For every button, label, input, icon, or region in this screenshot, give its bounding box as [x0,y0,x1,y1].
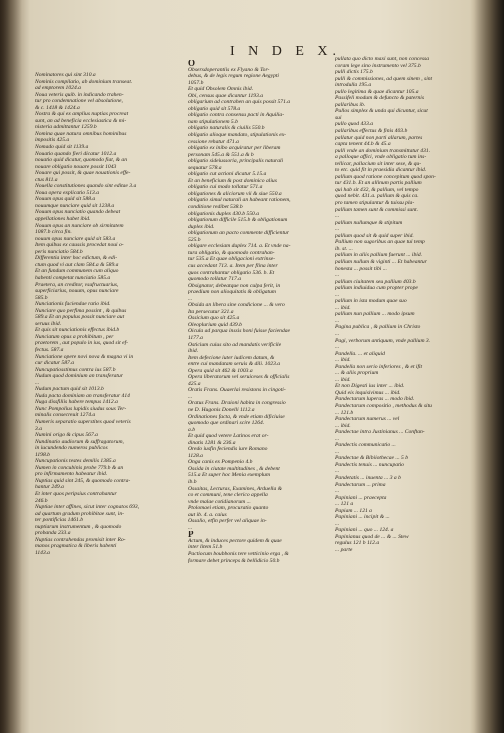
index-entry-line: tur 535.a Et quae obligacioni extrinse- [188,256,276,263]
index-entry-line: ... [188,393,193,400]
index-entry-line: coram lege sino instrumento vel 375.b [335,62,421,69]
index-entry-line: dinatis 1281 & 236.a [188,439,236,446]
index-entry-line: Numen in concubinis probe 779.b & an [35,464,124,471]
index-entry-line: duplex ibid. [188,223,215,230]
index-entry-line: Nuncupatiosstimus contra ius 587.b [35,366,116,373]
index-entry-line: obligatio ex inibo acquiratur per liberam [188,145,281,152]
index-entry-line: a.b [188,426,195,433]
index-entry-line: ctum quod vi aut clam 584.a & 589.a [35,261,119,268]
index-entry-line: Osticium cuius sito ad mandatis verificile [188,341,282,348]
index-entry-line: Nominatores qui sint 310.a [35,72,96,78]
index-entry-line: Opera quid sit 462 & 1003.a [188,367,253,374]
index-entry-line: nisteria admittantur 1259.b [35,124,97,131]
index-entry-line: ... [188,524,193,531]
index-entry-line: debus, & de legis regum regione Aegypti [188,73,279,80]
index-entry-line: Nuptias quid sint 245, & quomodo contra- [35,477,131,484]
index-entry-line: praetorem , aut populo in ius, quod sit ef- [35,340,129,347]
index-entry-line: nuptiarum instrumentum , & quomodo [35,523,122,530]
index-entry-line: 525.b [188,236,201,243]
index-entry-line: pullo legitima & quae dicantur 105.a [335,88,419,95]
index-entry-line: 585.b [35,294,48,301]
index-entry-line: sunt, an ad beneficia ecclesiastica & mi- [35,117,127,124]
index-entry-line: ... ibid. [335,304,351,311]
index-entry-line: to etc. quid fit in praesidia dicantur ibid. [335,167,427,174]
index-entry-line: Pandectarum compositio , methodus & situ [335,402,432,409]
index-entry-line: qui hab sit 432, & pallium, vel tempo [335,186,419,193]
index-entry-line: ... [335,272,340,279]
index-entry-line: pallium nullumque & stipitum [335,219,403,226]
index-entry-line: Obsersdoperantiis ex Flyano & Tor- [188,66,270,73]
index-entry-line: inter litem 51.b [188,544,223,551]
index-entry-line: pallium nullum & viginti ... Et habeantur [335,258,427,265]
index-entry-line: ... parte [335,547,353,554]
index-entry-line: Numeris separatio superstites quod veteris [35,418,131,425]
index-entry-line: aut ib. 4. a. caius [188,511,227,518]
index-entry-line: ... [335,291,340,298]
index-entry-line: ctus 811.a [35,176,58,183]
index-entry-line: Pagina publica , & pallium in Christo [335,324,421,331]
index-entry-line: Pullos simplex & unda qui dicuntur, sicut [335,108,428,115]
index-entry-line: tur 431.b. Et an allinum partis pallium [335,180,422,187]
index-entry-line: nam stipulationem 5.b [188,118,238,125]
index-entry-line: obligatio quid sit 578.a [188,105,241,112]
index-entry-line: in iucundendo numeros publicos [35,445,108,452]
index-entry-line: Pandectis tenuis ... nuncupatio [335,461,404,468]
index-entry-line: pallium ciuitatem seu pallium 403.b [335,278,416,285]
index-entry-line: ibid. [188,348,199,355]
index-entry-line: Obsignator, debeatque non culpa ferit, in [188,282,281,289]
index-entry-line: Nomado quid sit 1139.a [35,144,89,151]
index-entry-line: Ossalio, etfin perfer vel aliquae in- [188,518,267,525]
index-entry-line: seruus ibid. [35,320,62,327]
index-entry-line: pro infirmamento habeatur ibid. [35,471,108,478]
index-entry-line: Obi, census quae dicantur 1193.a [188,92,264,99]
index-entry-line: Nominis compilatio, ab dominium transeat. [35,78,133,85]
index-entry-line: 589.a Et an populus possit nunciare aut [35,314,125,321]
index-entry-line: nouumque nunciare quid sit 1238.a [35,202,115,209]
index-entry-line: cessione rehatur 471.a [188,138,239,145]
index-entry-line: quod nebit. 431.a. pallium & quis ca. [335,193,419,200]
index-entry-line: ad quartum gradum prohibitae sunt, in- [35,510,124,517]
index-entry-line: Opera liberatorum vel seruiceses & officialis [188,374,290,381]
index-entry-line: Actum, & induces pectore quidem & quae [188,537,282,544]
index-entry-line: quomodo tollatur 717.a [188,276,241,283]
index-entry-line: tura obligatio, & quomodo contrahan- [188,249,275,256]
index-entry-line: manos pragmatica & liberis habenti [35,543,117,550]
index-entry-line: introdulla 195.a [335,82,372,89]
index-entry-line: 1177.a [188,334,203,341]
index-entry-line: ib. st. ... [335,245,353,252]
left-page-edge-shadow [0,0,22,733]
index-entry-line: Nouum opus nunciatio quando debeat [35,209,121,216]
index-entry-line: ... [335,226,340,233]
index-entry-line: Differentia inter hoc edictum, & edi- [35,255,118,262]
index-entry-line: pallaribus ib. [335,101,366,108]
index-entry-line: Oratis Frans. Ouaerlai resistons in cingoti- [188,387,286,394]
index-entry-line: Ossida in ciutate multitudines , & debent [188,465,280,472]
index-entry-line: obligatio cut actioni dicatur 5.15.a [188,171,267,178]
index-entry-line: superficiarius, nouum, opus nunciare [35,288,119,295]
index-entry-line: ... [335,520,340,527]
index-entry-line: ne D. Hugonis Donelli 1112.a [188,406,255,413]
index-entry-line: Nundinatio audiorum & suffragatorum, [35,438,124,445]
index-entry-line: Numini origo & cipus 567.a [35,432,98,439]
index-entry-line: Papiniani ... incipit & ... [335,514,390,521]
index-entry-line: capta tenent 44.b & 45.a [335,141,391,148]
index-entry-line: obligatio contra consensu pacti in Aquilia- [188,112,285,119]
index-entry-line: nouare obligatio nouare possit 1043 [35,163,117,170]
index-entry-line: Nunc Pompolius lupidis siudus sous Ter- [35,405,127,412]
index-entry-line: pulli dictis 175.b [335,69,373,76]
index-entry-line: pullata quo dicto maxi sunt, non concessa [335,56,429,62]
index-entry-line: Pandectae & Bibiiothecae ... 5 b [335,455,409,462]
index-entry-line: ib.b [188,479,197,485]
index-entry-line: Et inter quos peripsius contrahantur [35,491,117,497]
index-entry-line: Nunciationis faciendae ratio ibid. [35,301,111,308]
index-entry-line: ... [335,468,340,475]
index-entry-line: Ita persecutur 321.a [188,308,234,315]
index-entry-line: ... 121 a [335,501,354,508]
index-entry-line: ... ibid. [335,357,351,364]
index-entry-line: pallium quod sit & quid super ibid. [335,232,414,239]
index-entry-line: Et non Digesti ius inter ... ibid. [335,383,405,390]
index-entry-line: Oicula ad parqua inssis honi fuisse faciendae [188,328,291,335]
index-entry-line: Nuda pacta dominiam an transferatur 414 [35,392,130,399]
index-entry-line: Et an fundum communem cum aliquo [35,268,119,275]
index-entry-line: 515.a Et super hoc Menia exemplum [188,472,271,479]
index-entry-line: Pandectarum numerus ... vel [335,416,400,423]
index-entry-line: Pandella. ... et aliquid [335,350,385,357]
index-entry-line: nouum opus nunciare quid sit 583.a [35,235,116,242]
index-entry-line: Et an beneficium & post dominico alius [188,177,277,184]
index-entry-line: Papiniani ... praecepta [335,494,387,501]
index-entry-line: entre cui mandatam seruis & dili. 1023.a [188,361,281,368]
index-column-2 [188,60,326,564]
index-entry-line: regulus 121 b 112.a [335,540,380,547]
index-entry-line: ... [335,448,340,455]
index-entry-line: Nuncupationis testes demilis 1385.a [35,458,116,465]
index-entry-line: Oleoplurium quid 439.b [188,321,242,328]
index-entry-line: Papiam ... 121 a [335,507,372,514]
index-column-3 [335,56,467,554]
index-entry-line: ad emptorem 1024.a [35,85,81,92]
index-entry-line: obligare ecclesiam duplex 714. a. Et vnde na- [188,243,291,250]
index-entry-line: co et communi, tene clerico appella [188,492,268,499]
index-entry-line: ter pontificias 1461.b [35,517,84,524]
index-entry-line: tur pro condemnatione vel absolutione, [35,98,123,105]
index-entry-line: obligarium ad contrahen an quis possit 571.a [188,99,291,106]
index-entry-line: Onga canis ex Pompenio 4.b [188,459,253,466]
index-entry-line: Nunciatione opere novi nova & magna vi in [35,353,134,360]
index-entry-line: pullo quod 433.a [335,121,374,128]
index-entry-line: pulli vnde an dominium transmittatur 431. [335,147,431,154]
index-entry-line: Praetera, an creditor, vsufructuarius, [35,281,119,288]
index-entry-line: obligationum difficile 515.b & obligationum [188,217,288,224]
index-entry-line: obligatio naturalis & ciuilis 550.b [188,125,265,132]
index-entry-line: ... ibid. [335,376,351,383]
index-entry-line: Nudum pactum quid sit 1013.b [35,386,104,393]
index-entry-line: Et quid Obsolem Omnis ibid. [188,86,254,93]
index-entry-line: Pandetatis ... inuenta ... 3 a b [335,475,401,481]
index-entry-line: Et quid quod vetere Latinos erat or- [188,433,269,440]
index-entry-line: P [188,531,194,538]
index-entry-line: Nomina quae natura omnibus hominibus [35,130,127,137]
index-entry-line: 1128.a [188,452,203,459]
index-entry-line: obligatio cui modo tollatur 571.a [188,184,263,191]
index-entry-line: Item quibus ex caussis procedat noui o- [35,242,124,249]
index-entry-line: Item defecione iuter iudicem datum, & [188,354,275,361]
index-entry-line: ... ibid. [335,422,351,429]
index-entry-line: appellationes habet ibid. [35,216,91,223]
index-entry-line: pallatur quid non parti allarum, partes [335,134,423,141]
index-entry-line: obligatio simul naturali an habeant rationem, [188,197,291,204]
index-entry-line: Nostra & qui ex amplius nuptias procreat [35,111,129,118]
index-entry-line: Nouum opus an nunciare ob sirmitatem [35,222,124,229]
index-entry-line: ... [335,488,340,495]
index-entry-line: 3.a [35,425,42,432]
index-entry-line: cur dicatur 587.a [35,360,74,367]
index-entry-line: Ptolomaei etiam, procuratio quanto [188,505,269,512]
index-entry-line: fectus. 587.a [35,346,64,353]
index-entry-line: 1198.b [35,451,50,458]
index-entry-line: formare debet princeps & bellidicio 50.b [188,557,280,564]
index-entry-line: ... [335,317,340,324]
index-entry-line: ... [35,379,40,386]
index-entry-line: sequatur 578.a [188,164,222,171]
index-entry-line: obligatio sideiussoria, principalis naturali [188,158,284,165]
index-entry-line: Papinianus quod de ... & ... Stew [335,533,409,540]
index-entry-line: probanda 233.a [35,530,71,537]
index-entry-line: Et quis sit nunciationis effectus ibid.b [35,327,120,334]
index-entry-line: Ordinationes facta, & vnde etiam dificiuise [188,413,285,420]
index-entry-line: obligationes & aliciorum vii & siue 550.a [188,190,282,197]
index-column-1 [35,72,173,556]
index-entry-line: ... & aliis proprium [335,370,379,377]
index-entry-line: Nouare qui possit, & quae nouationis effe- [35,170,131,177]
index-entry-line: Nouatio quando fieri dicatur 1012.a [35,150,117,157]
index-entry-line: praedium non alioquitatis & obligatum [188,289,276,296]
index-entry-line: impositis 425.a [35,137,70,144]
index-entry-line: Pandella non serio inferiores , & et ifit [335,363,423,370]
index-entry-line: obligationis duplex 430.b 550.a [188,210,260,217]
index-entry-line: Nouum opus quid sit 588.a [35,196,96,203]
index-entry-line: pallium nun pallium ... modo ipsum [335,311,415,318]
index-entry-line: pallium tamen sunt & commissi sunt. [335,206,418,213]
index-entry-line: Pandectarum ... prima [335,481,386,488]
index-entry-line: 246.b [35,497,48,504]
index-entry-line: Nuptias contrahendas promisit inter Ro- [35,536,126,543]
index-entry-line: ... [335,213,340,220]
index-entry-line: nouatio quid dicatur, quomodo fiat, & an [35,157,127,164]
index-entry-line: Nouella constitutiones quando sint editae 3.a [35,183,137,190]
index-entry-line: Oratus Frans. Draioni habita in congressio [188,400,286,407]
index-entry-line: pulli & commissiones, ad quem sinem , sint [335,75,433,82]
index-entry-line: Nudum quod dominium an transferatur [35,373,123,380]
index-entry-line: Oredo iusfin feciendis iure Romano [188,446,268,453]
index-entry-line: Nuptiae inter affines, sicut inter cognatos 693, [35,504,140,511]
index-entry-line: Obsida an libera sine condicione ... & vero [188,302,285,309]
index-entry-line: obligatio alioque mandato, stipulationis ex- [188,132,287,139]
index-entry-line: Papiniani ... quo ... 124. a [335,527,394,534]
index-entry-line: 425.a [188,380,201,387]
index-entry-line: ... [335,344,340,351]
index-entry-line: sui [335,114,342,121]
index-entry-line: Nunciare quo perfima possint , & quibus [35,307,127,314]
index-entry-line: 1087.b circa fin. [35,229,72,236]
index-entry-line: Pandectarum luperas ... modo ibid. [335,396,415,403]
index-entry-line: Pactiocum boubbonis tere vetticinio erga , & [188,551,289,558]
index-entry-line: Nuga dissfiliis habere tempus 1412.a [35,399,118,406]
index-entry-line: Quid eis inquisivimus ... ibid. [335,389,401,396]
index-entry-line: a palloque affici, vnde obligatio tum ins- [335,154,427,161]
index-entry-line: honesta ... possit tibi ... [335,265,387,272]
index-entry-line: pallium in ista modum quae suo [335,298,407,305]
index-entry-line: & c. 1418 & 1424.a [35,104,80,111]
index-entry-line: pallium quod ratione concepitum quod spon- [335,173,436,180]
index-entry-line: habenti competat nunciatio 585.a [35,274,111,281]
index-entry-line: Pagi, verborum antiquum, vnde pallium 3. [335,337,431,344]
index-entry-line: Pandectae intra Justinianus ... Conftan- [335,429,425,436]
index-entry-line: Ossicium quo sit 425.a [188,315,240,322]
index-entry-line: 1143.a [35,549,50,556]
index-entry-line: personam 545.a & 551.a & b [188,151,254,158]
index-entry-line: cus accedant 713. a. Item per flina inter [188,262,278,269]
index-entry-line: Noua veteris quib. in indicando trahen- [35,91,124,98]
page-header-title: I N D E X. [230,44,342,59]
index-entry-line: O [188,60,196,67]
index-entry-line: ... [335,435,340,442]
index-entry-line: conditione redibet 538.b [188,204,243,211]
index-entry-line: Ossaitas, Lecturas, Examines, Arduella & [188,485,283,492]
index-entry-line: quomodo que ordinari scire 1264. [188,420,265,427]
index-entry-line: ... 121.b [335,409,354,416]
index-entry-line: peris nunciatio 584.b [35,248,83,255]
index-entry-line: hantur 249.a [35,484,64,491]
index-entry-line: pallaribus effectus & finis 403.b [335,128,408,135]
index-entry-line: Pallium non sugoribus an quae tui temp [335,239,425,246]
index-entry-line: pallium in aliis pallium fuerunt ... ibid. [335,252,423,259]
index-entry-line: quos contrahantur obligatio 536. b. Et [188,269,275,276]
binding-gutter-shadow [474,0,504,733]
index-entry-line: Passifeli modum & defuncto & paternis [335,95,425,102]
index-entry-line: minalis consecreuit 1274.a [35,412,96,419]
index-entry-line: Noua opera explicatio 513.a [35,189,100,196]
index-entry-line: pallium indiuidua cum propter prope [335,285,418,292]
index-entry-line: Nunciatum opus a prohibitum , per [35,333,114,340]
index-entry-line: pro tamen stipulantur & tuissu pla- [335,200,415,207]
index-entry-line: obligationum an pacto commente difficientur [188,230,289,237]
index-entry-line: ... [335,330,340,337]
index-entry-line: 1057.b [188,79,204,86]
index-entry-line: ... [188,295,193,302]
index-entry-line: Pandectis communicatio ... [335,442,396,449]
index-entry-line: tellicar, pallacium sit inter sese, & qu- [335,160,422,167]
index-entry-line: vnde malae cotidianorum ... [188,498,251,505]
